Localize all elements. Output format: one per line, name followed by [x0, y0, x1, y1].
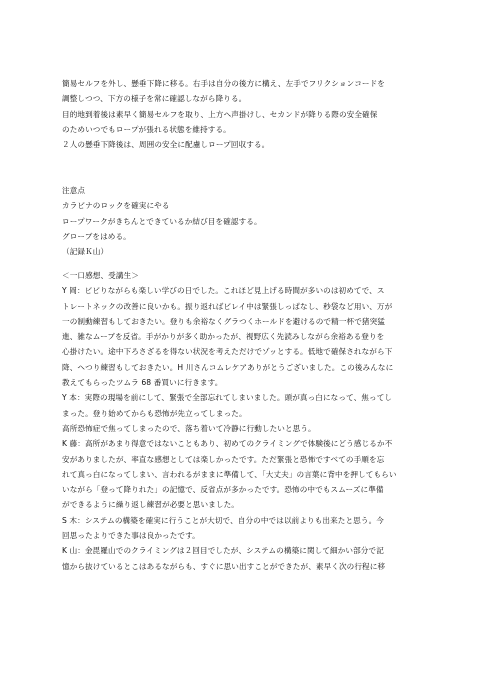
impression-line: 回思ったよりできた事は良かったです。: [62, 531, 200, 541]
procedure-line: 調整しつつ、下方の様子を常に確認しながら降りる。: [62, 94, 247, 104]
impression-line: Y 本：実際の現場を前にして、緊張で全部忘れてしまいました。頭が真っ白になって、焦ってし: [62, 393, 393, 403]
impression-line: Y 岡：ビビりながらも楽しい学びの日でした。これほど見上げる時間が多いのは初めてで、ス: [62, 286, 385, 296]
caution-line: （記録Ｋ山）: [62, 247, 109, 257]
impression-line: ＜一口感想、受講生＞: [62, 271, 139, 280]
procedure-line: ２人の懸垂下降後は、周囲の安全に配慮しロープ回収する。: [62, 140, 270, 150]
caution-line: カラビナのロックを確実にやる: [62, 201, 170, 211]
impression-line: 憶から抜けているとこはあるながらも、すぐに思い出すことができたが、素早く次の行程に移: [62, 561, 386, 571]
caution-line: グローブをはめる。: [62, 231, 131, 241]
impression-line: S 木：システムの構築を確実に行うことが大切で、自分の中では以前よりも出来たと思う。今: [62, 515, 384, 525]
caution-notes-section: [62, 183, 438, 259]
impression-line: 安がありましたが、率直な感想としては楽しかったです。ただ緊張と恐怖ですべての手順を忘: [62, 454, 385, 464]
impression-line: トレートネックの改善に良いかも。振り返ればビレイ中は緊張しっぱなし、秒袋など用い、万が: [62, 301, 393, 311]
impression-line: 高所恐怖症で焦ってしまったので、落ち着いて冷静に行動したいと思う。: [62, 423, 316, 433]
procedure-line: のためいつでもロープが張れる状態を維持する。: [62, 124, 231, 134]
impression-line: K 藤：高所があまり得意ではないこともあり、初めてのクライミングで体験後にどう感じるか不: [62, 439, 393, 449]
procedure-line: 簡易セルフを外し、懸垂下降に移る。右手は自分の後方に構え、左手でフリクションコードを: [62, 79, 385, 88]
impression-line: 一の制動練習もしておきたい。登りも余裕なくグラつくホールドを避けるので精一杯で猪突猛: [62, 316, 385, 326]
impression-line: まった。登り始めてからも恐怖が先立ってしまった。: [62, 408, 247, 418]
impression-line: 進、雑なムーブを反省。手がかりが多く助かったが、視野広く先読みしながら余裕ある登りを: [62, 332, 385, 342]
caution-line: ロープワークがきちんとできているか結び目を確認する。: [62, 216, 262, 226]
impression-line: K 山：金毘羅山でのクライミングは２回目でしたが、システムの構築に関して細かい部分で記: [62, 546, 384, 556]
impression-line: 心掛けたい。途中下ろさざるを得ない状況を考えただけでゾッとする。低地で確保されながら下: [62, 347, 393, 357]
rappel-procedure-section: [62, 76, 438, 152]
impression-line: 降、ヘつり練習もしておきたい。H 川さんコムレケアありがとうございました。この後みんなに: [62, 362, 394, 372]
caution-line: 注意点: [62, 186, 86, 195]
impression-line: れて真っ白になってしまい、言われるがままに準備して、「大丈夫」の言葉に背中を押してもらい: [62, 469, 397, 479]
impression-line: 教えてもらったツムラ 68 番買いに行きます。: [62, 378, 223, 388]
participant-impressions-section: [62, 268, 438, 574]
impression-line: ができるように繰り返し練習が必要と思いました。: [62, 500, 239, 510]
procedure-line: 目的地到着後は素早く簡易セルフを取り、上方へ声掛けし、セカンドが降りる際の安全確保: [62, 109, 378, 119]
impression-line: いながら「登って降りれた」の記憶で、反省点が多かったです。恐怖の中でもスムーズに準備: [62, 485, 384, 495]
